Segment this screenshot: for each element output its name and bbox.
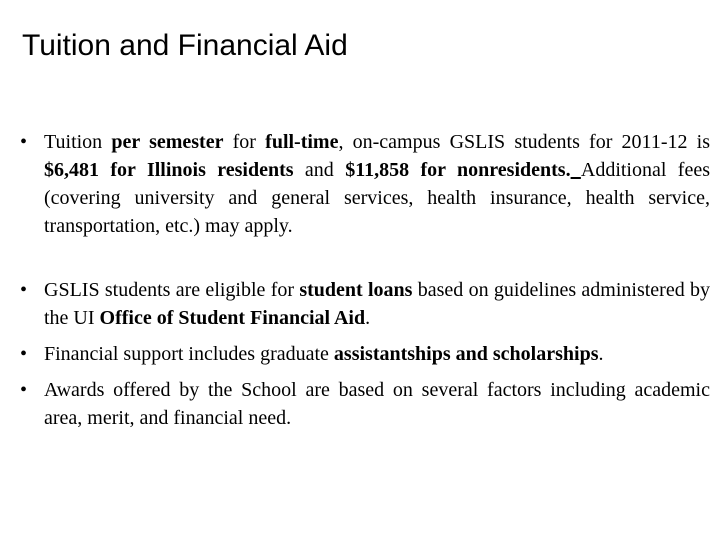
text: based on guidelines administered by the UI bbox=[44, 279, 711, 329]
bullet-icon: • bbox=[20, 343, 28, 365]
text: . bbox=[365, 307, 371, 329]
text: Awards offered by the School are based on several factors including academic area, merit, and financial need. bbox=[44, 379, 710, 429]
emphasis-illinois-rate: $6,481 for Illinois residents bbox=[44, 159, 294, 181]
text: , on-campus GSLIS students for 2011-12 is bbox=[338, 131, 710, 153]
bullet-financial-support bbox=[20, 340, 710, 368]
bullet-icon: • bbox=[20, 131, 28, 153]
text: for bbox=[223, 131, 266, 153]
bullet-icon: • bbox=[20, 379, 28, 401]
text: GSLIS students are eligible for bbox=[44, 279, 300, 301]
emphasis-per-semester: per semester bbox=[111, 131, 224, 153]
text: and bbox=[293, 159, 346, 181]
bullet-list bbox=[20, 128, 710, 432]
bullet-tuition bbox=[20, 128, 710, 240]
text: Tuition bbox=[44, 131, 112, 153]
emphasis-student-loans: student loans bbox=[299, 279, 413, 301]
text: Additional fees (covering university and general services, health insurance, health service, transportation, etc.) may apply. bbox=[44, 159, 711, 237]
text: . bbox=[598, 343, 604, 365]
bullet-icon: • bbox=[20, 279, 28, 301]
bullet-student-loans bbox=[20, 276, 710, 332]
bullet-awards bbox=[20, 376, 710, 432]
text: . bbox=[565, 159, 571, 181]
emphasis-nonresident-rate: $11,858 for nonresidents bbox=[345, 159, 566, 181]
underlined-space bbox=[571, 159, 581, 181]
emphasis-financial-aid-office: Office of Student Financial Aid bbox=[99, 307, 366, 329]
emphasis-assistantships: assistantships and scholarships bbox=[333, 343, 599, 365]
emphasis-full-time: full-time bbox=[265, 131, 339, 153]
slide-title: Tuition and Financial Aid bbox=[22, 29, 348, 62]
text: Financial support includes graduate bbox=[44, 343, 334, 365]
